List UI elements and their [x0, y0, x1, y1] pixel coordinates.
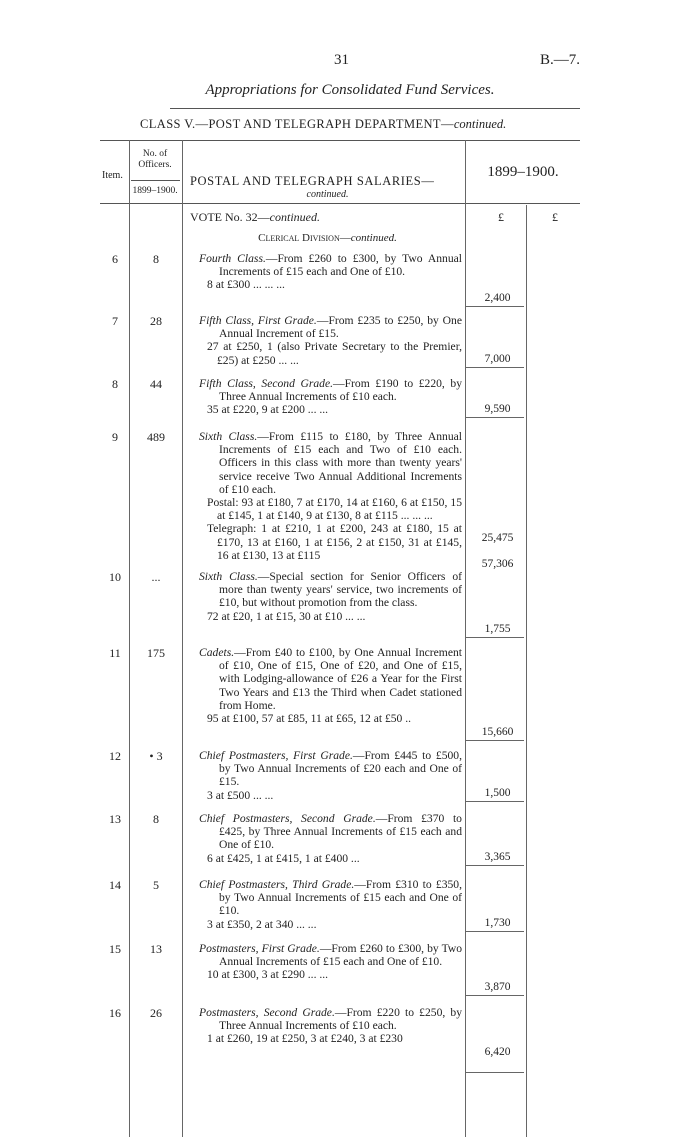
column-divider-amount	[526, 205, 527, 1137]
grade-paragraph	[199, 377, 462, 403]
grade-terms: —From £115 to £180, by Three Annual Increments of £15 each and Two of £10 each. Officers in this class with more than twenty years' service receive Two Annual Additional Increments of £10 each.	[219, 430, 462, 496]
amount-rule	[466, 306, 524, 307]
officer-breakdown: 95 at £100, 57 at £85, 11 at £65, 12 at £50 ..	[207, 712, 412, 726]
grade-paragraph	[199, 570, 462, 610]
amount-value: 6,420	[484, 1046, 511, 1058]
entry-description	[199, 252, 462, 292]
pound-symbol-detail: £	[498, 210, 504, 224]
amount-value: 7,000	[484, 353, 511, 365]
division-label: Clerical Division—	[258, 232, 351, 244]
amount-value: 25,475	[481, 532, 514, 544]
vote-label: VOTE No. 32—	[190, 210, 270, 224]
amount-value: 1,755	[484, 623, 511, 635]
grade-paragraph	[199, 1006, 462, 1032]
officer-breakdown: 1 at £260, 19 at £250, 3 at £240, 3 at £230	[207, 1032, 403, 1046]
grade-heading: Chief Postmasters, Third Grade.	[199, 878, 355, 891]
amount-value: 15,660	[481, 726, 514, 738]
grade-heading: Fifth Class, First Grade.	[199, 314, 317, 327]
officers-count: 26	[150, 1006, 162, 1020]
grade-terms: —From £310 to £350, by Two Annual Increments of £15 each and One of £10.	[219, 878, 462, 918]
amount-rule	[466, 995, 524, 996]
grade-terms: —From £260 to £300, by Two Annual Increments of £15 each and One of £10.	[219, 252, 463, 279]
item-number: 13	[109, 812, 121, 826]
amount-value: 1,500	[484, 787, 511, 799]
officers-year-header: 1899–1900.	[132, 186, 178, 196]
amount-value: 57,306	[481, 558, 514, 570]
grade-heading: Fifth Class, Second Grade.	[199, 377, 334, 390]
item-number: 12	[109, 749, 121, 763]
grade-paragraph	[199, 646, 462, 712]
grade-terms: —From £370 to £425, by Three Annual Increments of £15 each and One of £10.	[219, 812, 462, 852]
entry-description	[199, 570, 462, 623]
officers-count: 13	[150, 942, 162, 956]
grade-paragraph	[199, 942, 462, 968]
grade-paragraph	[199, 430, 462, 496]
officers-count: 28	[150, 314, 162, 328]
officer-breakdown: 72 at £20, 1 at £15, 30 at £10 ... ...	[207, 609, 366, 623]
grade-terms: —Special section for Senior Officers of more than twenty years' service, two increments of £10, but without promotion from the class.	[219, 570, 462, 610]
officers-count: 489	[147, 430, 165, 444]
item-number: 7	[112, 314, 118, 328]
officers-column-header: No. of Officers.	[138, 149, 172, 170]
class-heading-continued: continued.	[453, 117, 507, 131]
class-heading-text: CLASS V.—POST AND TELEGRAPH DEPARTMENT—	[140, 117, 454, 131]
officer-breakdown: 8 at £300 ... ... ...	[207, 278, 285, 292]
column-divider-item	[129, 140, 130, 1137]
officer-breakdown: 10 at £300, 3 at £290 ... ...	[207, 968, 329, 982]
item-number: 8	[112, 377, 118, 391]
officer-breakdown: Postal: 93 at £180, 7 at £170, 14 at £160, 6 at £150, 15 at £145, 1 at £140, 9 at £130, 8 at £115 ... ... ...	[207, 496, 462, 523]
entry-description	[199, 646, 462, 725]
entry-description	[199, 314, 462, 367]
year-range-header: 1899–1900.	[487, 164, 559, 180]
amount-value: 2,400	[484, 292, 511, 304]
pound-symbol-total: £	[552, 210, 558, 224]
amount-rule	[466, 865, 524, 866]
item-number: 11	[109, 646, 121, 660]
grade-terms: —From £235 to £250, by One Annual Increment of £15.	[219, 314, 462, 341]
item-column-header: Item.	[102, 170, 123, 181]
table-header-rule	[100, 203, 580, 204]
class-heading	[140, 117, 506, 132]
grade-terms: —From £260 to £300, by Two Annual Increments of £15 each and One of £10.	[219, 942, 463, 969]
amount-rule	[466, 931, 524, 932]
grade-paragraph	[199, 314, 462, 340]
grade-heading: Sixth Class.	[199, 570, 258, 583]
grade-terms: —From £445 to £500, by Two Annual Increments of £20 each and One of £15.	[219, 749, 462, 789]
grade-heading: Postmasters, Second Grade.	[199, 1006, 335, 1019]
amount-rule	[466, 1072, 524, 1073]
amount-value: 3,365	[484, 851, 511, 863]
grade-paragraph	[199, 812, 462, 852]
column-divider-text	[465, 140, 466, 1137]
officer-breakdown: 27 at £250, 1 (also Private Secretary to the Premier, £25) at £250 ... ...	[207, 340, 462, 367]
officers-count: • 3	[149, 749, 163, 763]
entry-description	[199, 812, 462, 865]
grade-terms: —From £40 to £100, by One Annual Increment of £10, One of £15, One of £20, and One of £15, with Lodging-allowance of £26 a Year for the First Two Years and £13 the Third when Cadet stationed from Home.	[219, 646, 462, 712]
officers-count: 175	[147, 646, 165, 660]
officer-breakdown: 3 at £500 ... ...	[207, 788, 274, 802]
page-number: 31	[334, 52, 349, 68]
amount-value: 3,870	[484, 981, 511, 993]
entry-description	[199, 1006, 462, 1046]
grade-heading: Chief Postmasters, Second Grade.	[199, 812, 376, 825]
entry-description	[199, 430, 462, 562]
officer-breakdown: Telegraph: 1 at £210, 1 at £200, 243 at £180, 15 at £170, 13 at £160, 1 at £156, 2 at £150, 31 at £145, 16 at £130, 13 at £115	[207, 522, 462, 562]
grade-terms: —From £190 to £220, by Three Annual Increments of £10 each.	[219, 377, 462, 404]
division-continued: continued.	[350, 232, 397, 244]
vote-heading	[190, 210, 320, 225]
officers-count: ...	[151, 570, 161, 584]
grade-paragraph	[199, 878, 462, 918]
table-top-rule	[100, 140, 580, 141]
grade-heading: Cadets.	[199, 646, 235, 659]
officer-breakdown: 35 at £220, 9 at £200 ... ...	[207, 403, 329, 417]
amount-value: 1,730	[484, 917, 511, 929]
item-number: 6	[112, 252, 118, 266]
grade-paragraph	[199, 749, 462, 789]
entry-description	[199, 878, 462, 931]
document-reference: B.—7.	[540, 52, 581, 68]
item-number: 15	[109, 942, 121, 956]
entry-description	[199, 749, 462, 802]
item-number: 10	[109, 570, 121, 584]
officer-breakdown: 6 at £425, 1 at £415, 1 at £400 ...	[207, 851, 360, 865]
grade-heading: Chief Postmasters, First Grade.	[199, 749, 353, 762]
officers-header-rule	[131, 180, 180, 181]
grade-heading: Sixth Class.	[199, 430, 258, 443]
entry-description	[199, 377, 462, 417]
amount-rule	[466, 417, 524, 418]
section-heading-continued: continued.	[306, 189, 349, 200]
page-title: Appropriations for Consolidated Fund Services.	[205, 82, 495, 98]
amount-rule	[466, 740, 524, 741]
officers-count: 5	[153, 878, 159, 892]
entry-description	[199, 942, 462, 982]
grade-heading: Fourth Class.	[199, 252, 266, 265]
officers-count: 8	[153, 252, 159, 266]
item-number: 14	[109, 878, 121, 892]
grade-paragraph	[199, 252, 462, 278]
grade-heading: Postmasters, First Grade.	[199, 942, 320, 955]
amount-rule	[466, 367, 524, 368]
amount-rule	[466, 801, 524, 802]
amount-value: 9,590	[484, 403, 511, 415]
item-number: 16	[109, 1006, 121, 1020]
title-rule	[170, 108, 580, 109]
division-heading	[190, 232, 465, 244]
vote-continued: continued.	[269, 210, 320, 224]
amount-rule	[466, 637, 524, 638]
officers-count: 8	[153, 812, 159, 826]
officers-count: 44	[150, 377, 162, 391]
column-divider-officers	[182, 140, 183, 1137]
section-heading: POSTAL AND TELEGRAPH SALARIES—	[190, 174, 435, 188]
grade-terms: —From £220 to £250, by Three Annual Increments of £10 each.	[219, 1006, 462, 1033]
item-number: 9	[112, 430, 118, 444]
officer-breakdown: 3 at £350, 2 at 340 ... ...	[207, 917, 317, 931]
